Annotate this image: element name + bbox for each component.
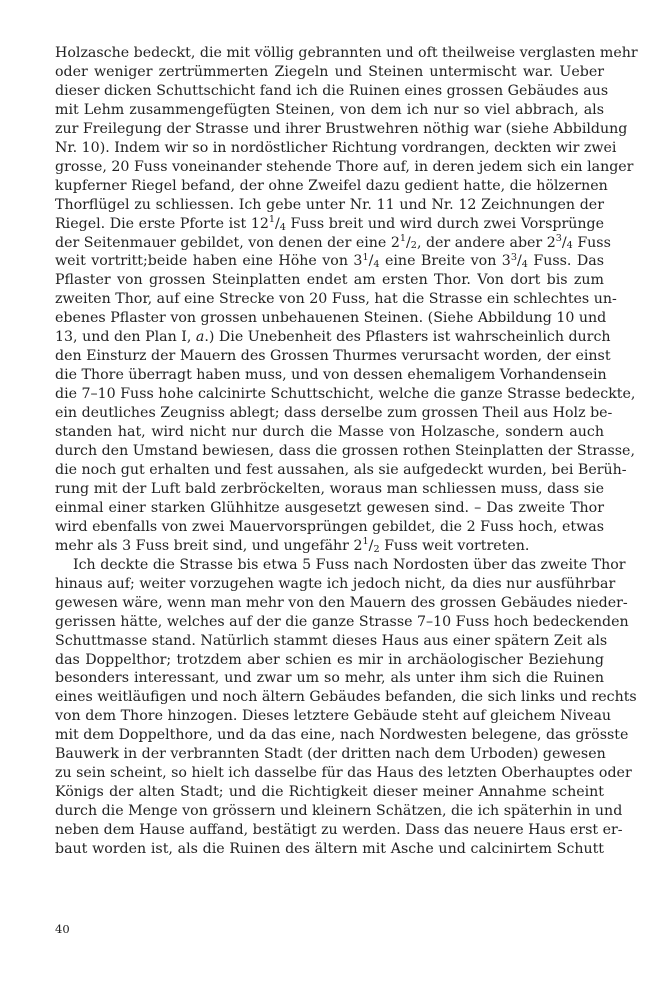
text-line: ebenes Pflaster von grossen unbehauenen Steinen. (Siehe Abbildung 10 und bbox=[55, 310, 607, 327]
text-line: durch die Menge von grössern und kleinern Schätzen, die ich späterhin in und bbox=[55, 803, 623, 820]
text-line: die Thore überragt haben muss, und von dessen ehemaligem Vorhandensein bbox=[55, 367, 607, 384]
text-line: mit dem Doppelthore, und da das eine, nach Nordwesten belegene, das grösste bbox=[55, 727, 629, 744]
text-line: rung mit der Luft bald zerbröckelten, woraus man schliessen muss, dass sie bbox=[55, 480, 604, 497]
text-line: Königs der alten Stadt; und die Richtigkeit dieser meiner Annahme scheint bbox=[55, 784, 604, 801]
text-line: Pflaster von grossen Steinplatten endet am ersten Thor. Von dort bis zum bbox=[55, 272, 604, 289]
text-line: mehr als 3 Fuss breit sind, und ungefähr $2^1/_2$ Fuss weit vortreten. bbox=[55, 536, 530, 555]
text-line: die noch gut erhalten und fest aussahen, als sie aufgedeckt wurden, bei Berüh- bbox=[55, 461, 627, 478]
text-line: oder weniger zertrümmerten Ziegeln und Steinen untermischt war. Ueber bbox=[55, 63, 604, 80]
text-line: von dem Thore hinzogen. Dieses letztere Gebäude steht auf gleichem Niveau bbox=[55, 708, 612, 725]
text-line: Schuttmasse stand. Natürlich stammt dieses Haus aus einer spätern Zeit als bbox=[55, 632, 608, 649]
text-line: wird ebenfalls von zwei Mauervorsprüngen gebildet, die 2 Fuss hoch, etwas bbox=[55, 518, 604, 535]
text-line: gewesen wäre, wenn man mehr von den Mauern des grossen Gebäudes nieder- bbox=[55, 594, 628, 611]
text-line: 13, und den Plan I, a.) Die Unebenheit des Pflasters ist wahrscheinlich durch bbox=[55, 329, 611, 346]
text-line: standen hat, wird nicht nur durch die Masse von Holzasche, sondern auch bbox=[55, 424, 604, 441]
text-line: Holzasche bedeckt, die mit völlig gebrannten und oft theilweise verglasten mehr bbox=[55, 45, 638, 61]
text-line: der Seitenmauer gebildet, von denen der eine $2^1/_2$, der andere aber $2^3/_4$ Fuss bbox=[55, 233, 611, 252]
text-line: kupferner Riegel befand, der ohne Zweifel dazu gedient hatte, die hölzernen bbox=[55, 177, 608, 194]
text-line: grosse, 20 Fuss voneinander stehende Thore auf, in deren jedem sich ein langer bbox=[55, 158, 634, 175]
text-line: durch den Umstand bewiesen, dass die grossen rothen Steinplatten der Strasse, bbox=[55, 443, 635, 460]
text-line: hinaus auf; weiter vorzugehen wagte ich jedoch nicht, da dies nur ausführbar bbox=[55, 575, 616, 592]
text-line: besonders interessant, und zwar um so mehr, als unter ihm sich die Ruinen bbox=[55, 670, 604, 687]
text-line: weit vortritt;beide haben eine Höhe von $3^1/_4$ eine Breite von $3^3/_4$ Fuss. Das bbox=[55, 252, 604, 271]
text-line: Nr. 10). Indem wir so in nordöstlicher Richtung vordrangen, deckten wir zwei bbox=[55, 139, 617, 156]
text-line: ein deutliches Zeugniss ablegt; dass derselbe zum grossen Theil aus Holz be- bbox=[55, 405, 613, 422]
text-line: einmal einer starken Glühhitze ausgesetzt gewesen sind. – Das zweite Thor bbox=[55, 499, 604, 516]
body-text bbox=[55, 44, 638, 859]
text-line: mit Lehm zusammengefügten Steinen, von dem ich nur so viel abbrach, als bbox=[55, 101, 604, 118]
text-line: den Einsturz der Mauern des Grossen Thurmes verursacht worden, der einst bbox=[55, 348, 611, 365]
page-number: 40 bbox=[55, 922, 70, 936]
text-line: dieser dicken Schuttschicht fand ich die Ruinen eines grossen Gebäudes aus bbox=[55, 82, 609, 99]
text-line: Riegel. Die erste Pforte ist $12^1/_4$ Fuss breit und wird durch zwei Vorsprünge bbox=[55, 214, 604, 233]
text-line: eines weitläufigen und noch ältern Gebäudes befanden, die sich links und rechts bbox=[55, 689, 637, 706]
text-line: zweiten Thor, auf eine Strecke von 20 Fuss, hat die Strasse ein schlechtes un- bbox=[55, 291, 617, 308]
text-line: zu sein scheint, so hielt ich dasselbe für das Haus des letzten Oberhauptes oder bbox=[55, 765, 632, 782]
text-line: neben dem Hause auffand, bestätigt zu werden. Dass das neuere Haus erst er- bbox=[55, 822, 623, 839]
text-line: zur Freilegung der Strasse und ihrer Brustwehren nöthig war (siehe Abbildung bbox=[55, 120, 628, 137]
text-line: baut worden ist, als die Ruinen des ältern mit Asche und calcinirtem Schutt bbox=[55, 841, 604, 858]
text-line: gerissen hätte, welches auf der die ganze Strasse 7–10 Fuss hoch bedeckenden bbox=[55, 613, 629, 630]
text-line: Thorflügel zu schliessen. Ich gebe unter Nr. 11 und Nr. 12 Zeichnungen der bbox=[55, 196, 604, 213]
text-line: Bauwerk in der verbrannten Stadt (der dritten nach dem Urboden) gewesen bbox=[55, 746, 606, 763]
text-line: Ich deckte die Strasse bis etwa 5 Fuss nach Nordosten über das zweite Thor bbox=[73, 556, 626, 573]
text-line: die 7–10 Fuss hohe calcinirte Schuttschicht, welche die ganze Strasse bedeckte, bbox=[55, 386, 636, 403]
text-line: das Doppelthor; trotzdem aber schien es mir in archäologischer Beziehung bbox=[55, 651, 604, 668]
